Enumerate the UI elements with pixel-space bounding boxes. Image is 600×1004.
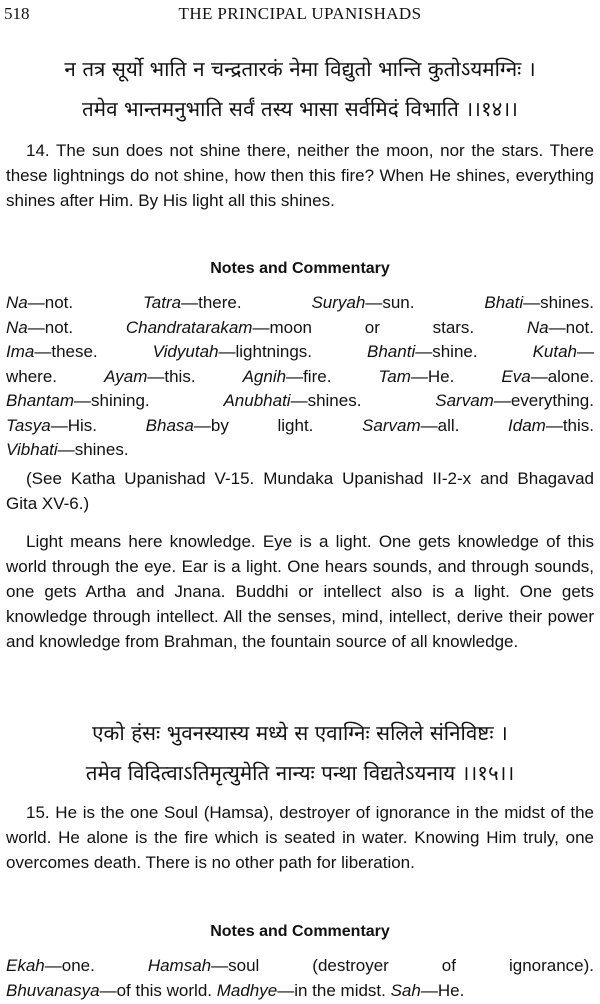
glossary-meaning: —this. [545,415,594,435]
glossary-meaning: —there. [181,293,312,312]
glossary-term: Sah [390,980,421,1000]
notes-heading-2: Notes and Commentary [210,923,390,940]
glossary-meaning: —moon or stars. [252,317,527,337]
glossary-term: Ayam [104,366,148,386]
glossary-meaning: —shines. [523,293,594,312]
verse-15-translation [6,800,594,875]
glossary-15 [6,954,594,1003]
glossary-term: Anubhati [223,391,291,410]
glossary-meaning: —shining. [74,391,224,410]
verse-14-sanskrit-line-2: तमेव भान्तमनुभाति सर्वं तस्य भासा सर्वमिदं विभाति ।।१४।। [82,97,518,121]
glossary-term: Sarvam [435,391,494,410]
verse-14-sanskrit-line-1: न तत्र सूर्यो भाति न चन्द्रतारकं नेमा विद्युतो भान्ति कुतोऽयमग्निः । [64,57,536,81]
glossary-meaning: where. [6,366,105,386]
glossary-line [6,291,594,316]
glossary-term: Na [526,317,549,337]
glossary-meaning: —everything. [493,391,594,410]
running-head [4,4,596,26]
glossary-line [6,316,594,341]
glossary-term: Eva [501,366,531,386]
glossary-meaning: —all. [420,415,509,435]
glossary-term: Bhuvanasya [6,980,100,1000]
glossary-meaning: —this. [147,366,243,386]
glossary-term: Bhanti [367,342,416,361]
glossary-meaning: — [577,342,594,361]
commentary-14-text: Light means here knowledge. Eye is a light. One gets knowledge of this world through the eye. Ear is a light. One hears sounds, and through sounds, one gets Artha and Jnana. Buddhi or intellect also is a light. One gets knowledge through intellect. All the senses, mind, intellect, derive their power and knowledge from Brahman, the fountain source of all knowledge. [6,532,594,651]
glossary-meaning: —He. [420,980,465,1000]
glossary-meaning: —fire. [286,366,379,386]
glossary-meaning: —not. [27,293,143,312]
commentary-14 [6,529,594,654]
glossary-meaning: —not. [27,317,126,337]
glossary-term: Ima [6,342,35,361]
glossary-line [6,340,594,365]
glossary-term: Suryah [311,293,366,312]
glossary-term: Agnih [242,366,287,386]
glossary-meaning: —one. [44,956,148,975]
glossary-14 [6,291,594,463]
glossary-term: Hamsah [147,956,212,975]
glossary-meaning: —by light. [193,415,363,435]
glossary-term: Na [6,317,28,337]
glossary-term: Tasya [6,415,51,435]
glossary-meaning: —sun. [365,293,485,312]
verse-14-translation [6,138,594,213]
glossary-meaning: —He. [410,366,502,386]
verse-14-translation-text: 14. The sun does not shine there, neither the moon, nor the stars. There these lightnings do not shine, how then this fire? When He shines, everything shines after Him. By His light all this shines. [6,141,594,210]
glossary-term: Madhye [216,980,278,1000]
glossary-line [6,414,594,439]
glossary-term: Na [6,293,28,312]
glossary-line [6,979,594,1004]
glossary-line [6,389,594,414]
verse-15-sanskrit-line-1: एको हंसः भुवनस्यास्य मध्ये स एवाग्निः सलिले संनिविष्टः । [92,721,508,745]
glossary-term: Vibhati [6,440,58,459]
glossary-meaning: —not. [548,317,594,337]
glossary-term: Tatra [142,293,182,312]
glossary-line [6,365,594,390]
glossary-meaning: —these. [34,342,153,361]
glossary-term: Bhasa [145,415,194,435]
verse-15-translation-text: 15. He is the one Soul (Hamsa), destroyer of ignorance in the midst of the world. He alone is the fire which is seated in water. Knowing Him truly, one overcomes death. There is no other path for liberation. [6,803,594,872]
glossary-term: Bhantam [6,391,75,410]
glossary-meaning: —His. [50,415,146,435]
glossary-term: Kutah [532,342,577,361]
glossary-term: Bhati [484,293,524,312]
cross-reference-text: (See Katha Upanishad V-15. Mundaka Upanishad II-2-x and Bhagavad Gita XV-6.) [6,469,594,513]
glossary-term: Sarvam [362,415,421,435]
glossary-term: Tam [378,366,411,386]
glossary-meaning: —lightnings. [218,342,368,361]
glossary-line [6,954,594,979]
glossary-line [6,438,594,463]
notes-heading-1: Notes and Commentary [210,260,390,277]
glossary-meaning: —alone. [530,366,595,386]
glossary-meaning: —soul (destroyer of ignorance). [211,956,595,975]
glossary-meaning: —of this world. [99,980,217,1000]
glossary-meaning: —shines. [290,391,436,410]
glossary-term: Chandratarakam [125,317,253,337]
glossary-meaning: —shines. [57,440,129,459]
glossary-meaning: —in the midst. [277,980,391,1000]
page-number: 518 [4,4,30,23]
glossary-term: Ekah [6,956,45,975]
cross-reference [6,466,594,516]
glossary-meaning: —shine. [415,342,533,361]
book-title: THE PRINCIPAL UPANISHADS [178,4,422,23]
glossary-term: Idam [508,415,546,435]
glossary-term: Vidyutah [152,342,219,361]
verse-15-sanskrit-line-2: तमेव विदित्वाऽतिमृत्युमेति नान्यः पन्था विद्यतेऽयनाय ।।१५।। [85,761,515,785]
